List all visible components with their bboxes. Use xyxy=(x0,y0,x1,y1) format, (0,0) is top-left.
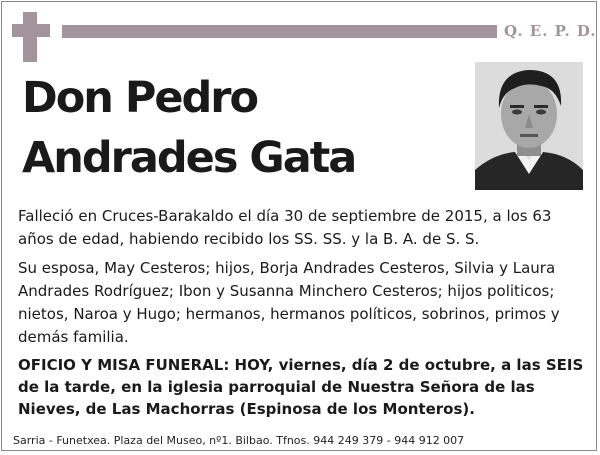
portrait-photo xyxy=(475,62,583,190)
funeral-home-footer: Sarria - Funetxea. Plaza del Museo, nº1. Bilbao. Tfnos. 944 249 379 - 944 912 007 xyxy=(13,434,465,447)
obituary-card xyxy=(1,1,597,451)
family-paragraph: Su esposa, May Cesteros; hijos, Borja Andrades Cesteros, Silvia y Laura Andrades Rodríguez; Ibon y Susanna Minchero Cesteros; hijos politicos; nietos, Naroa y Hugo; hermanos, hermanos políticos, sobrinos, primos y demás familia. xyxy=(18,259,560,346)
death-notice-paragraph: Falleció en Cruces-Barakaldo el día 30 de septiembre de 2015, a los 63 años de edad, habiendo recibido los SS. SS. y la B. A. de S. S. xyxy=(18,207,552,248)
deceased-name-line2: Andrades Gata xyxy=(22,133,356,183)
cross-icon xyxy=(23,12,37,62)
portrait-icon xyxy=(475,62,583,190)
cross-icon-bar xyxy=(12,24,50,37)
qepd-label: Q. E. P. D. xyxy=(504,22,597,40)
funeral-service-paragraph: OFICIO Y MISA FUNERAL: HOY, viernes, día 2 de octubre, a las SEIS de la tarde, en la iglesia parroquial de Nuestra Señora de las Nieves, de Las Machorras (Espinosa de los Monteros). xyxy=(18,356,584,418)
deceased-name-line1: Don Pedro xyxy=(22,73,258,123)
header-band xyxy=(62,25,497,38)
deceased-name xyxy=(22,68,462,188)
